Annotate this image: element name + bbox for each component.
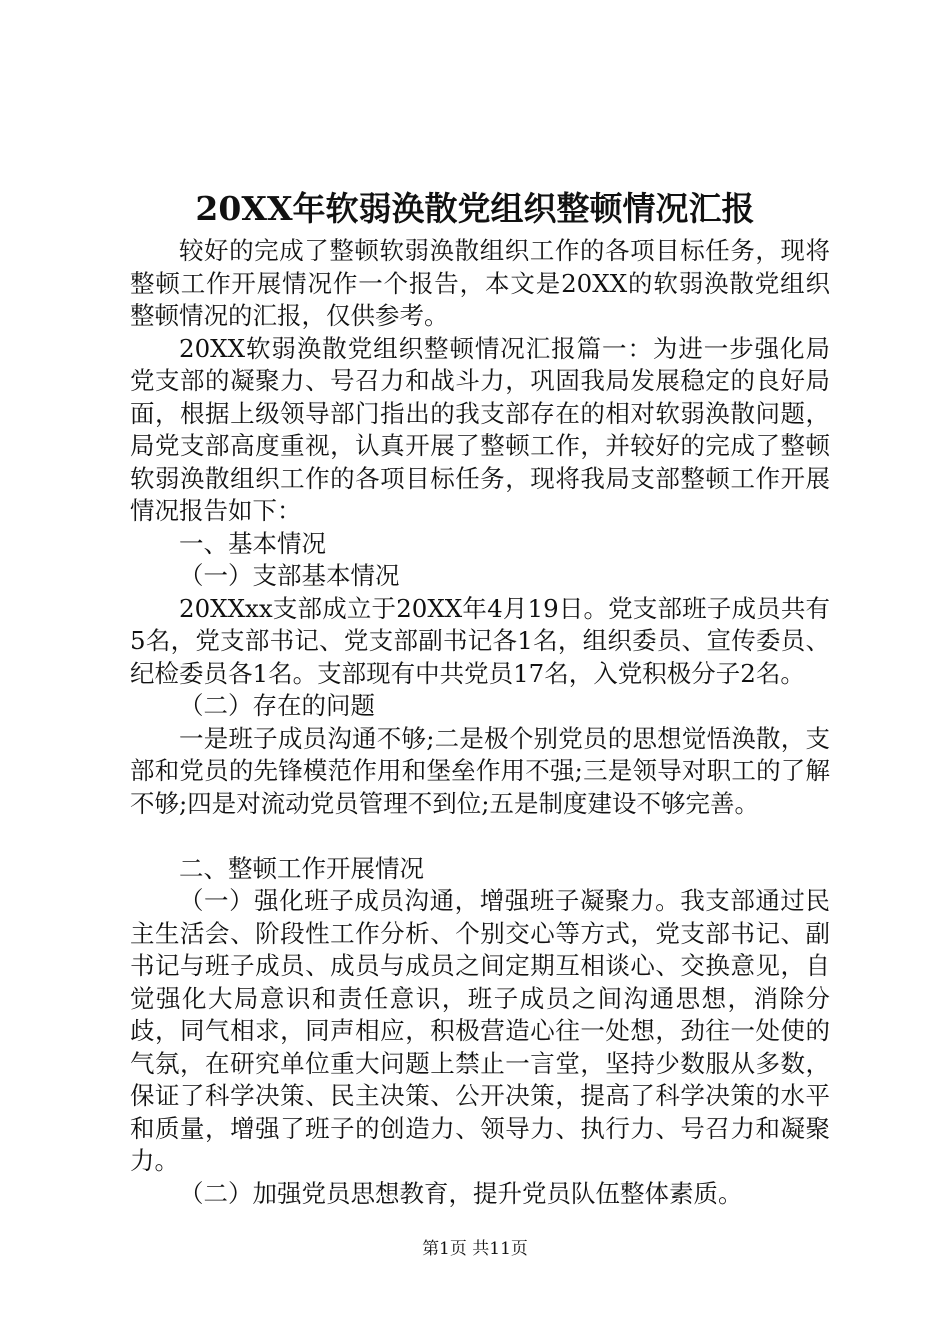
section-heading-rectification-work: 二、整顿工作开展情况 [179, 853, 424, 883]
document-body [130, 235, 830, 1210]
document-title: 20XX年软弱涣散党组织整顿情况汇报 [195, 189, 755, 228]
intro-paragraph: 较好的完成了整顿软弱涣散组织工作的各项目标任务，现将整顿工作开展情况作一个报告，本文是20XX的软弱涣散党组织整顿情况的汇报，仅供参考。 [130, 236, 830, 330]
existing-problems-paragraph: 一是班子成员沟通不够;二是极个别党员的思想觉悟涣散，支部和党员的先锋模范作用和堡垒作用不强;三是领导对职工的了解不够;四是对流动党员管理不到位;五是制度建设不够完善。 [130, 723, 830, 818]
section-heading-basic-situation: 一、基本情况 [179, 528, 326, 558]
subsection-heading-branch-situation: （一）支部基本情况 [179, 561, 400, 590]
subsection-heading-existing-problems: （二）存在的问题 [179, 691, 375, 720]
paragraph-spacer [130, 820, 830, 853]
rectification-item-one-paragraph: （一）强化班子成员沟通，增强班子凝聚力。我支部通过民主生活会、阶段性工作分析、个别交心等方式，党支部书记、副书记与班子成员、成员与成员之间定期互相谈心、交换意见，自觉强化大局意识和责任意识，班子成员之间沟通思想，消除分歧，同气相求，同声相应，积极营造心往一处想，劲往一处使的气氛，在研究单位重大问题上禁止一言堂，坚持少数服从多数，保证了科学决策、民主决策、公开决策，提高了科学决策的水平和质量，增强了班子的创造力、领导力、执行力、号召力和凝聚力。 [130, 886, 830, 1175]
page-number-footer: 第1页 共11页 [422, 1239, 528, 1259]
rectification-item-two-paragraph: （二）加强党员思想教育，提升党员队伍整体素质。 [179, 1178, 743, 1208]
branch-situation-paragraph: 20XXxx支部成立于20XX年4月19日。党支部班子成员共有5名，党支部书记、党支部副书记各1名，组织委员、宣传委员、纪检委员各1名。支部现有中共党员17名，入党积极分子2名。 [130, 593, 830, 688]
report-opening-paragraph: 20XX软弱涣散党组织整顿情况汇报篇一：为进一步强化局党支部的凝聚力、号召力和战斗力，巩固我局发展稳定的良好局面，根据上级领导部门指出的我支部存在的相对软弱涣散问题，局党支部高度重视，认真开展了整顿工作，并较好的完成了整顿软弱涣散组织工作的各项目标任务，现将我局支部整顿工作开展情况报告如下： [130, 333, 830, 525]
